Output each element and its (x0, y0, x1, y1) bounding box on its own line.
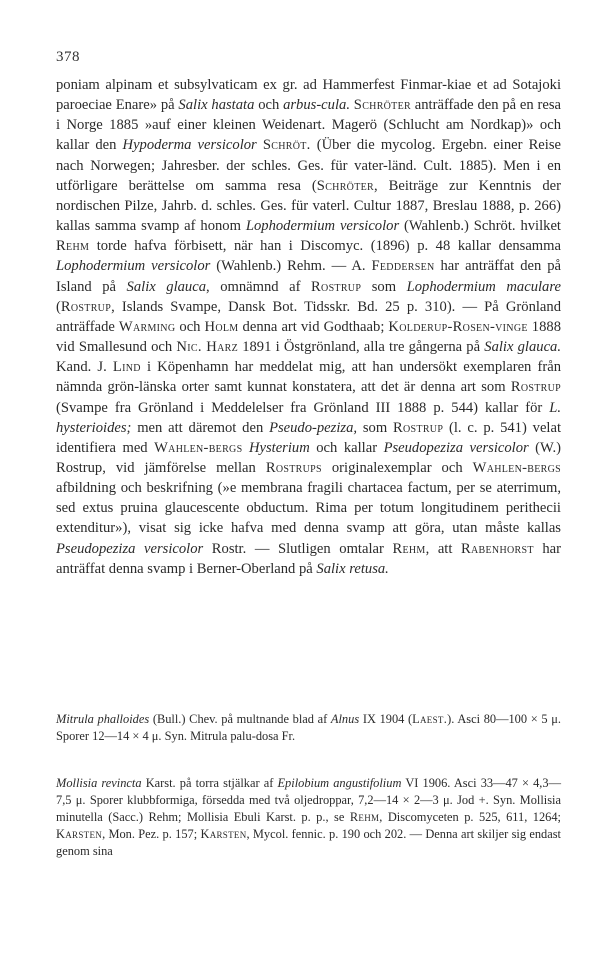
author-name: Schröter (353, 97, 411, 114)
text-run: denna art vid Godthaab; (238, 318, 389, 335)
taxon-name: Salix retusa. (316, 560, 389, 577)
taxon-name: Pseudopeziza versicolor (383, 439, 529, 456)
author-name: Warming (118, 318, 176, 335)
text-run: har anträffat den på Island på (56, 258, 561, 295)
taxon-name: Pseudopeziza versicolor (56, 540, 204, 557)
text-run: VI 1906. Asci 33—47 × 4,3—7,5 μ. Sporer klubbformiga, försedda med två oljedroppar, 7,2—14 × 2—3 μ. Jod +. Syn. Mollisia minutella (Sacc.) Rehm; Mollisia Ebuli Karst. p. p., se (56, 776, 561, 824)
author-name: Feddersen (371, 258, 435, 275)
taxon-name: Alnus (330, 712, 360, 726)
text-run: Rostr. — Slutligen omtalar (203, 540, 393, 557)
text-run: ). Asci 80—100 × 5 μ. Sporer 12—14 × 4 μ. Syn. Mitrula palu-dosa Fr. (56, 712, 561, 743)
taxon-name: Salix glauca (126, 278, 206, 295)
main-paragraph (56, 75, 561, 579)
text-run: , Beiträge zur Kenntnis der nordischen Pilze, Jahrb. d. schles. Ges. für vaterl. Cultur 1887, Breslau 1888, p. 266) kallas samma svamp af honom (56, 177, 561, 235)
text-run: (Svampe fra Grönland i Meddelelser fra Grönland III 1888 p. 544) kallar för (56, 399, 550, 416)
taxon-name: Salix glauca. (484, 339, 562, 356)
author-name: Rehm (56, 238, 90, 255)
text-run: (l. c. p. 541) velat identifiera med (56, 419, 562, 456)
text-run: (Wahlenb.) Schröt. hvilket (399, 218, 561, 235)
text-run: , omnämnd af (206, 278, 312, 295)
author-name: Schröt. (262, 137, 311, 154)
text-run: (W.) Rostrup, vid jämförelse mellan (56, 439, 561, 476)
page-number: 378 (56, 49, 80, 65)
text-run: men att däremot den (131, 419, 270, 436)
species-entry-mitrula (56, 711, 561, 745)
taxon-name: Epilobium angustifolium (277, 776, 402, 790)
author-name: Karsten (200, 826, 247, 841)
text-run: och (175, 318, 205, 335)
author-name: Holm (204, 318, 239, 335)
text-run: Karst. på torra stjälkar af (141, 776, 278, 790)
text-run: 1888 vid Smallesund och (56, 318, 561, 356)
taxon-name: Lophodermium maculare (406, 278, 561, 295)
taxon-name: L. hysterioides; (56, 399, 561, 436)
taxon-name: Salix hastata (178, 97, 255, 114)
author-name: Karsten (56, 826, 103, 841)
text-run: och (254, 97, 284, 114)
text-run: (Wahlenb.) Rehm. — A. (210, 258, 372, 275)
text-run: , Discomyceten p. 525, 611, 1264; (379, 809, 562, 824)
taxon-name: Hysterium (248, 439, 310, 456)
taxon-name: arbus-cula. (283, 97, 350, 114)
text-run: (Bull.) Chev. på multnande blad af (149, 712, 331, 726)
author-name: Lind (112, 359, 141, 376)
author-name: Rabenhorst (461, 540, 534, 557)
text-run: och kallar (309, 439, 384, 456)
text-run: torde hafva förbisett, när han i Discomyc. (1896) p. 48 kallar densamma (89, 238, 561, 255)
text-run: i Köpenhamn har meddelat mig, att han undersökt exemplaren från nämnda grön-länska orter samt kunnat konstatera, att det är denna art som (56, 359, 561, 396)
taxon-name: Hypoderma versicolor (122, 137, 257, 154)
text-run: har anträffat denna svamp i Berner-Oberland på (56, 540, 561, 577)
text-run: , Mon. Pez. p. 157; (102, 826, 201, 841)
text-run: IX 1904 ( (359, 712, 413, 726)
species-name: Mitrula phalloides (56, 712, 150, 726)
author-name: Rostrup (60, 298, 112, 315)
author-name: Rostrup (311, 278, 362, 295)
species-name: Mollisia revincta (56, 776, 142, 790)
author-name: Laest. (412, 712, 448, 726)
author-name: Rostrup (393, 419, 444, 436)
text-run: som (361, 278, 407, 295)
author-name: Rostrups (265, 459, 322, 476)
author-name: Nic. Harz (176, 339, 239, 356)
text-run: (Über die mycolog. Ergebn. einer Reise nach Norwegen; Jahresber. der schles. Ges. für vater-länd. Cult. 1885). Men i en utförligare berättelse om samma resa ( (56, 137, 561, 194)
taxon-name: Lophodermium versicolor (56, 258, 211, 275)
text-run: anträffade den på en resa i Norge 1885 »auf einer kleinen Weidenart. Magerö (Schlucht am Nordkap)» och kallar den (56, 97, 561, 154)
text-run: , att (425, 540, 461, 557)
text-run: originalexemplar och (321, 459, 473, 476)
text-run: poniam alpinam et subsylvaticam ex gr. ad Hammerfest Finmar-kiae et ad Sotajoki paroeciae Enare» på (56, 77, 561, 114)
author-name: Schröter (316, 177, 374, 194)
text-run: 1891 i Östgrönland, alla tre gångerna på (238, 339, 485, 356)
author-name: Rostrup (510, 379, 561, 396)
text-run: som (357, 419, 393, 436)
taxon-name: Pseudo-peziza, (269, 419, 358, 436)
text-run: , Islands Svampe, Dansk Bot. Tidsskr. Bd. 25 p. 310). — På Grönland anträffade (56, 298, 561, 335)
author-name: Wahlen-bergs (472, 459, 561, 476)
species-entry-mollisia (56, 775, 561, 860)
text-run: afbildning och beskrifning (»e membrana fragili chartacea factum, per se aterrimum, sed extus pruina glaucescente obductum. Rima per totum longitudinem perithecii extenditur»), visat sig icke hafva med denna svamp att göra, utan måste kallas (56, 480, 561, 537)
author-name: Rehm (392, 540, 426, 557)
author-name: Kolderup-Rosen-vinge (388, 318, 528, 335)
text-run: ( (56, 298, 61, 315)
author-name: Rehm (349, 809, 380, 824)
text-run: Kand. J. (56, 359, 113, 376)
text-run: , Mycol. fennic. p. 190 och 202. — Denna art skiljer sig endast genom sina (56, 826, 561, 858)
taxon-name: Lophodermium versicolor (245, 218, 400, 235)
author-name: Wahlen-bergs (154, 439, 243, 456)
